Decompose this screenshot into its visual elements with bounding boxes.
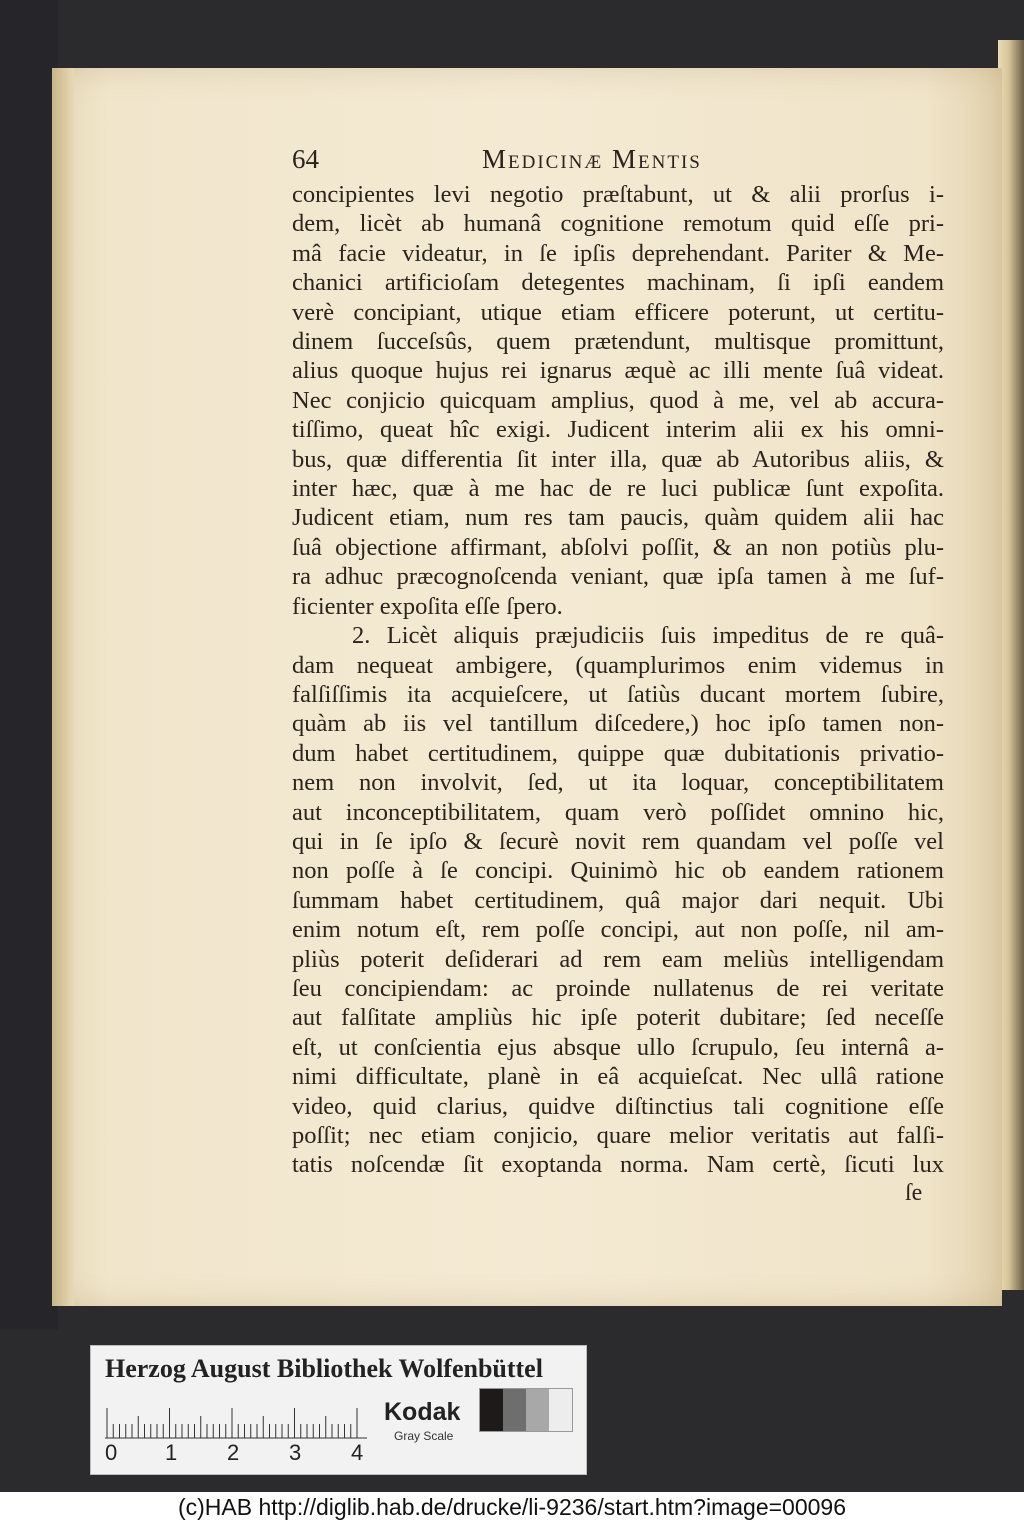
text-line: nem non involvit, ſed, ut ita loquar, conceptibilitatem [292, 769, 944, 797]
text-line: tiſſimo, queat hîc exigi. Judicent interim alii ex his omni- [292, 416, 944, 444]
text-line: Nec conjicio quicquam amplius, quod à me, vel ab accura- [292, 386, 944, 414]
text-line: 2. Licèt aliquis præjudiciis ſuis impeditus de re quâ- [352, 622, 944, 650]
text-line: dum habet certitudinem, quippe quæ dubitationis privatio- [292, 739, 944, 767]
text-line: falſiſſimis ita acquieſcere, ut ſatiùs ducant mortem ſubire, [292, 680, 944, 708]
text-line: dinem ſucceſsûs, quem prætendunt, multisque promittunt, [292, 328, 944, 356]
text-line: alius quoque hujus rei ignarus æquè ac illi mente ſuâ videat. [292, 357, 944, 385]
text-line: eſt, ut conſcientia ejus absque ullo ſcrupulo, ſeu internâ a- [292, 1033, 944, 1061]
text-line: tatis noſcendæ ſit exoptanda norma. Nam certè, ſicuti lux [292, 1151, 944, 1179]
text-line: Judicent etiam, num res tam paucis, quàm quidem alii hac [292, 504, 944, 532]
ruler-label: 3 [289, 1440, 302, 1465]
text-line: non poſſe à ſe concipi. Quinimò hic ob eandem rationem [292, 857, 944, 885]
text-line: ſummam habet certitudinem, quâ major dari nequit. Ubi [292, 886, 944, 914]
text-line: aut inconceptibilitatem, quam verò poſſidet omnino hic, [292, 798, 944, 826]
ruler-label: 1 [165, 1440, 178, 1465]
ruler-label: 2 [227, 1440, 240, 1465]
text-line: ſeu concipiendam: ac proinde nullatenus de rei veritate [292, 974, 944, 1002]
gray-patch [480, 1389, 503, 1431]
gray-scale-patches [479, 1388, 573, 1432]
text-line: bus, quæ differentia ſit inter illa, quæ ab Autoribus aliis, & [292, 445, 944, 473]
text-line: concipientes levi negotio præſtabunt, ut & alii prorſus i- [292, 181, 944, 208]
page-gutter [52, 68, 74, 1306]
text-line: video, quid clarius, quidve diſtinctius tali cognitione eſſe [292, 1092, 944, 1120]
text-line: qui in ſe ipſo & ſecurè novit rem quandam vel poſſe vel [292, 827, 944, 855]
kodak-subtitle: Gray Scale [394, 1429, 454, 1443]
color-target-card [90, 1345, 587, 1475]
text-line: verè concipiant, utique etiam efficere poterunt, ut certitu- [292, 298, 944, 326]
ruler-ticks-graphic [105, 1404, 367, 1440]
text-line: dam nequeat ambigere, (quamplurimos enim videmus in [292, 651, 944, 679]
page-number: 64 [292, 144, 319, 174]
text-line: nimi difficultate, planè in eâ acquieſcat. Nec ullâ ratione [292, 1063, 944, 1091]
ruler-labels [105, 1440, 375, 1468]
text-line: mâ facie videatur, in ſe ipſis deprehendant. Pariter & Me- [292, 239, 944, 267]
body-text [292, 180, 944, 1180]
ruler-scale [105, 1404, 367, 1440]
text-line: inter hæc, quæ à me hac de re luci publicæ ſunt expoſita. [292, 475, 944, 503]
book-cover-edge [0, 0, 58, 1330]
text-line: ra adhuc præcognoſcenda veniant, quæ ipſa tamen à me ſuf- [292, 563, 944, 591]
kodak-logo: Kodak [384, 1398, 461, 1426]
text-line: chanici artificioſam detegentes machinam, ſi ipſi eandem [292, 269, 944, 297]
gray-patch [503, 1389, 526, 1431]
text-line: poſſit; nec etiam conjicio, quare melior veritatis aut falſi- [292, 1122, 944, 1149]
running-head: Medicinæ Mentis [482, 144, 702, 174]
ruler-label: 0 [105, 1440, 118, 1465]
text-line: enim notum eſt, rem poſſe concipi, aut non poſſe, nil am- [292, 916, 944, 944]
text-line: quàm ab iis vel tantillum diſcedere,) hoc ipſo tamen non- [292, 710, 944, 738]
text-line: ſuâ objectione affirmant, abſolvi poſſit, & an non potiùs plu- [292, 533, 944, 561]
text-line: pliùs poterit deſiderari ad rem eam meliùs intelligendam [292, 945, 944, 973]
page-header [292, 140, 942, 180]
catchword: ſe [905, 1180, 923, 1206]
footer-credit: (c)HAB http://diglib.hab.de/drucke/li-9236/start.htm?image=00096 [177, 1494, 846, 1520]
ruler-label: 4 [351, 1440, 364, 1465]
gray-patch [526, 1389, 549, 1431]
text-line: dem, licèt ab humanâ cognitione remotum quid eſſe pri- [292, 210, 944, 238]
gray-patch [549, 1389, 572, 1431]
text-line: aut falſitate ampliùs hic ipſe poterit dubitare; ſed neceſſe [292, 1004, 944, 1032]
text-line: ficienter expoſita eſſe ſpero. [292, 592, 563, 620]
library-name: Herzog August Bibliothek Wolfenbüttel [105, 1354, 543, 1383]
